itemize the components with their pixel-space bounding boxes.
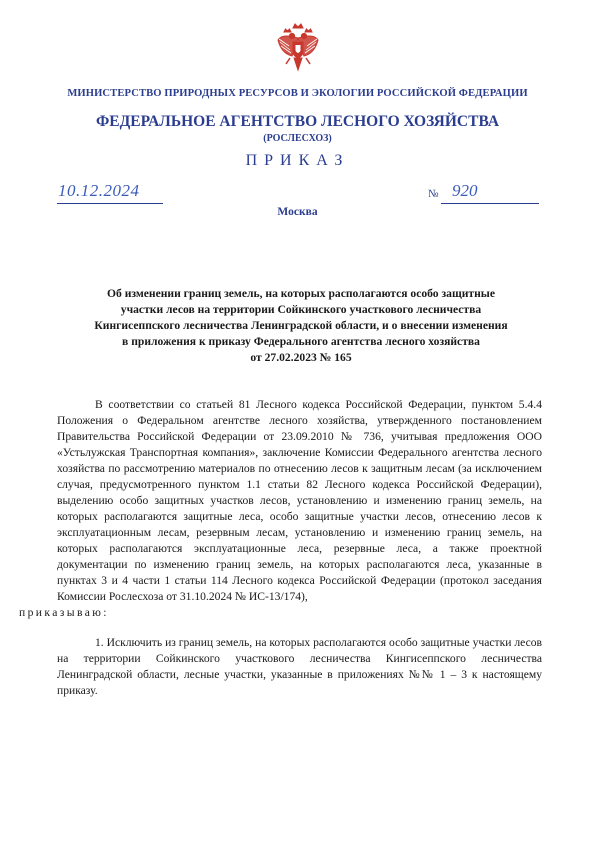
preamble-text: В соответствии со статьей 81 Лесного кодекса Российской Федерации, пунктом 5.4.4 Положения о Федеральном агентстве лесного хозяйства, утвержденного постановлением Правительства Российской Федерации от 23.09.2010 № 736, учитывая предложения ООО «Устьлужская Транспортная компания», заключение Комиссии Федерального агентства лесного хозяйства по рассмотрению материалов по отнесению лесов к защитным лесам (за исключением случая, предусмотренного пунктом 1.1 статьи 82 Лесного кодекса Российской Федерации), выделению особо защитных участков лесов, установлению и изменению границ земель, на которых располагаются защитные леса, особо защитные участки лесов, отнесению лесов к эксплуатационным лесам, резервным лесам, установлению и изменению границ земель, на которых располагаются эксплуатационные леса, резервные леса, а также проектной документации по изменению границ земель, на которых располагаются леса, указанные в пунктах 3 и 4 части 1 статьи 114 Лесного кодекса Российской Федерации (протокол заседания Комиссии Рослесхоза от 31.10.2024 № ИС-13/174), <box>57 398 542 603</box>
document-type: ПРИКАЗ <box>245 152 350 169</box>
item-1-paragraph: 1. Исключить из границ земель, на которых располагаются особо защитные участки лесов на территории Сойкинского участкового лесничества Кингисеппского лесничества Ленинградской области, лесные участки, указанные в приложениях №№ 1 – 3 к настоящему приказу. <box>57 636 542 697</box>
agency-name: ФЕДЕРАЛЬНОЕ АГЕНТСТВО ЛЕСНОГО ХОЗЯЙСТВА <box>95 113 500 130</box>
ministry-name: МИНИСТЕРСТВО ПРИРОДНЫХ РЕСУРСОВ И ЭКОЛОГИИ РОССИЙСКОЙ ФЕДЕРАЦИИ <box>67 88 528 99</box>
order-body <box>19 397 542 699</box>
number-underline <box>441 203 539 204</box>
preamble-paragraph <box>19 397 542 621</box>
order-word: приказываю: <box>19 606 109 619</box>
subject-line: Об изменении границ земель, на которых располагаются особо защитные <box>106 287 496 300</box>
subject-line: Кингисеппского лесничества Ленинградской области, и о внесении изменения <box>94 319 508 332</box>
order-subject <box>66 286 536 366</box>
agency-abbreviation: (РОСЛЕСХОЗ) <box>263 133 332 144</box>
order-number: 920 <box>452 181 478 200</box>
city: Москва <box>277 206 318 218</box>
russian-coat-of-arms-icon <box>276 22 320 74</box>
subject-line: от 27.02.2023 № 165 <box>250 351 352 364</box>
date-underline <box>57 203 163 204</box>
order-date: 10.12.2024 <box>58 181 140 200</box>
subject-line: участки лесов на территории Сойкинского участкового лесничества <box>120 303 482 316</box>
subject-line: в приложения к приказу Федерального агентства лесного хозяйства <box>122 335 480 348</box>
number-label: № <box>428 188 439 200</box>
